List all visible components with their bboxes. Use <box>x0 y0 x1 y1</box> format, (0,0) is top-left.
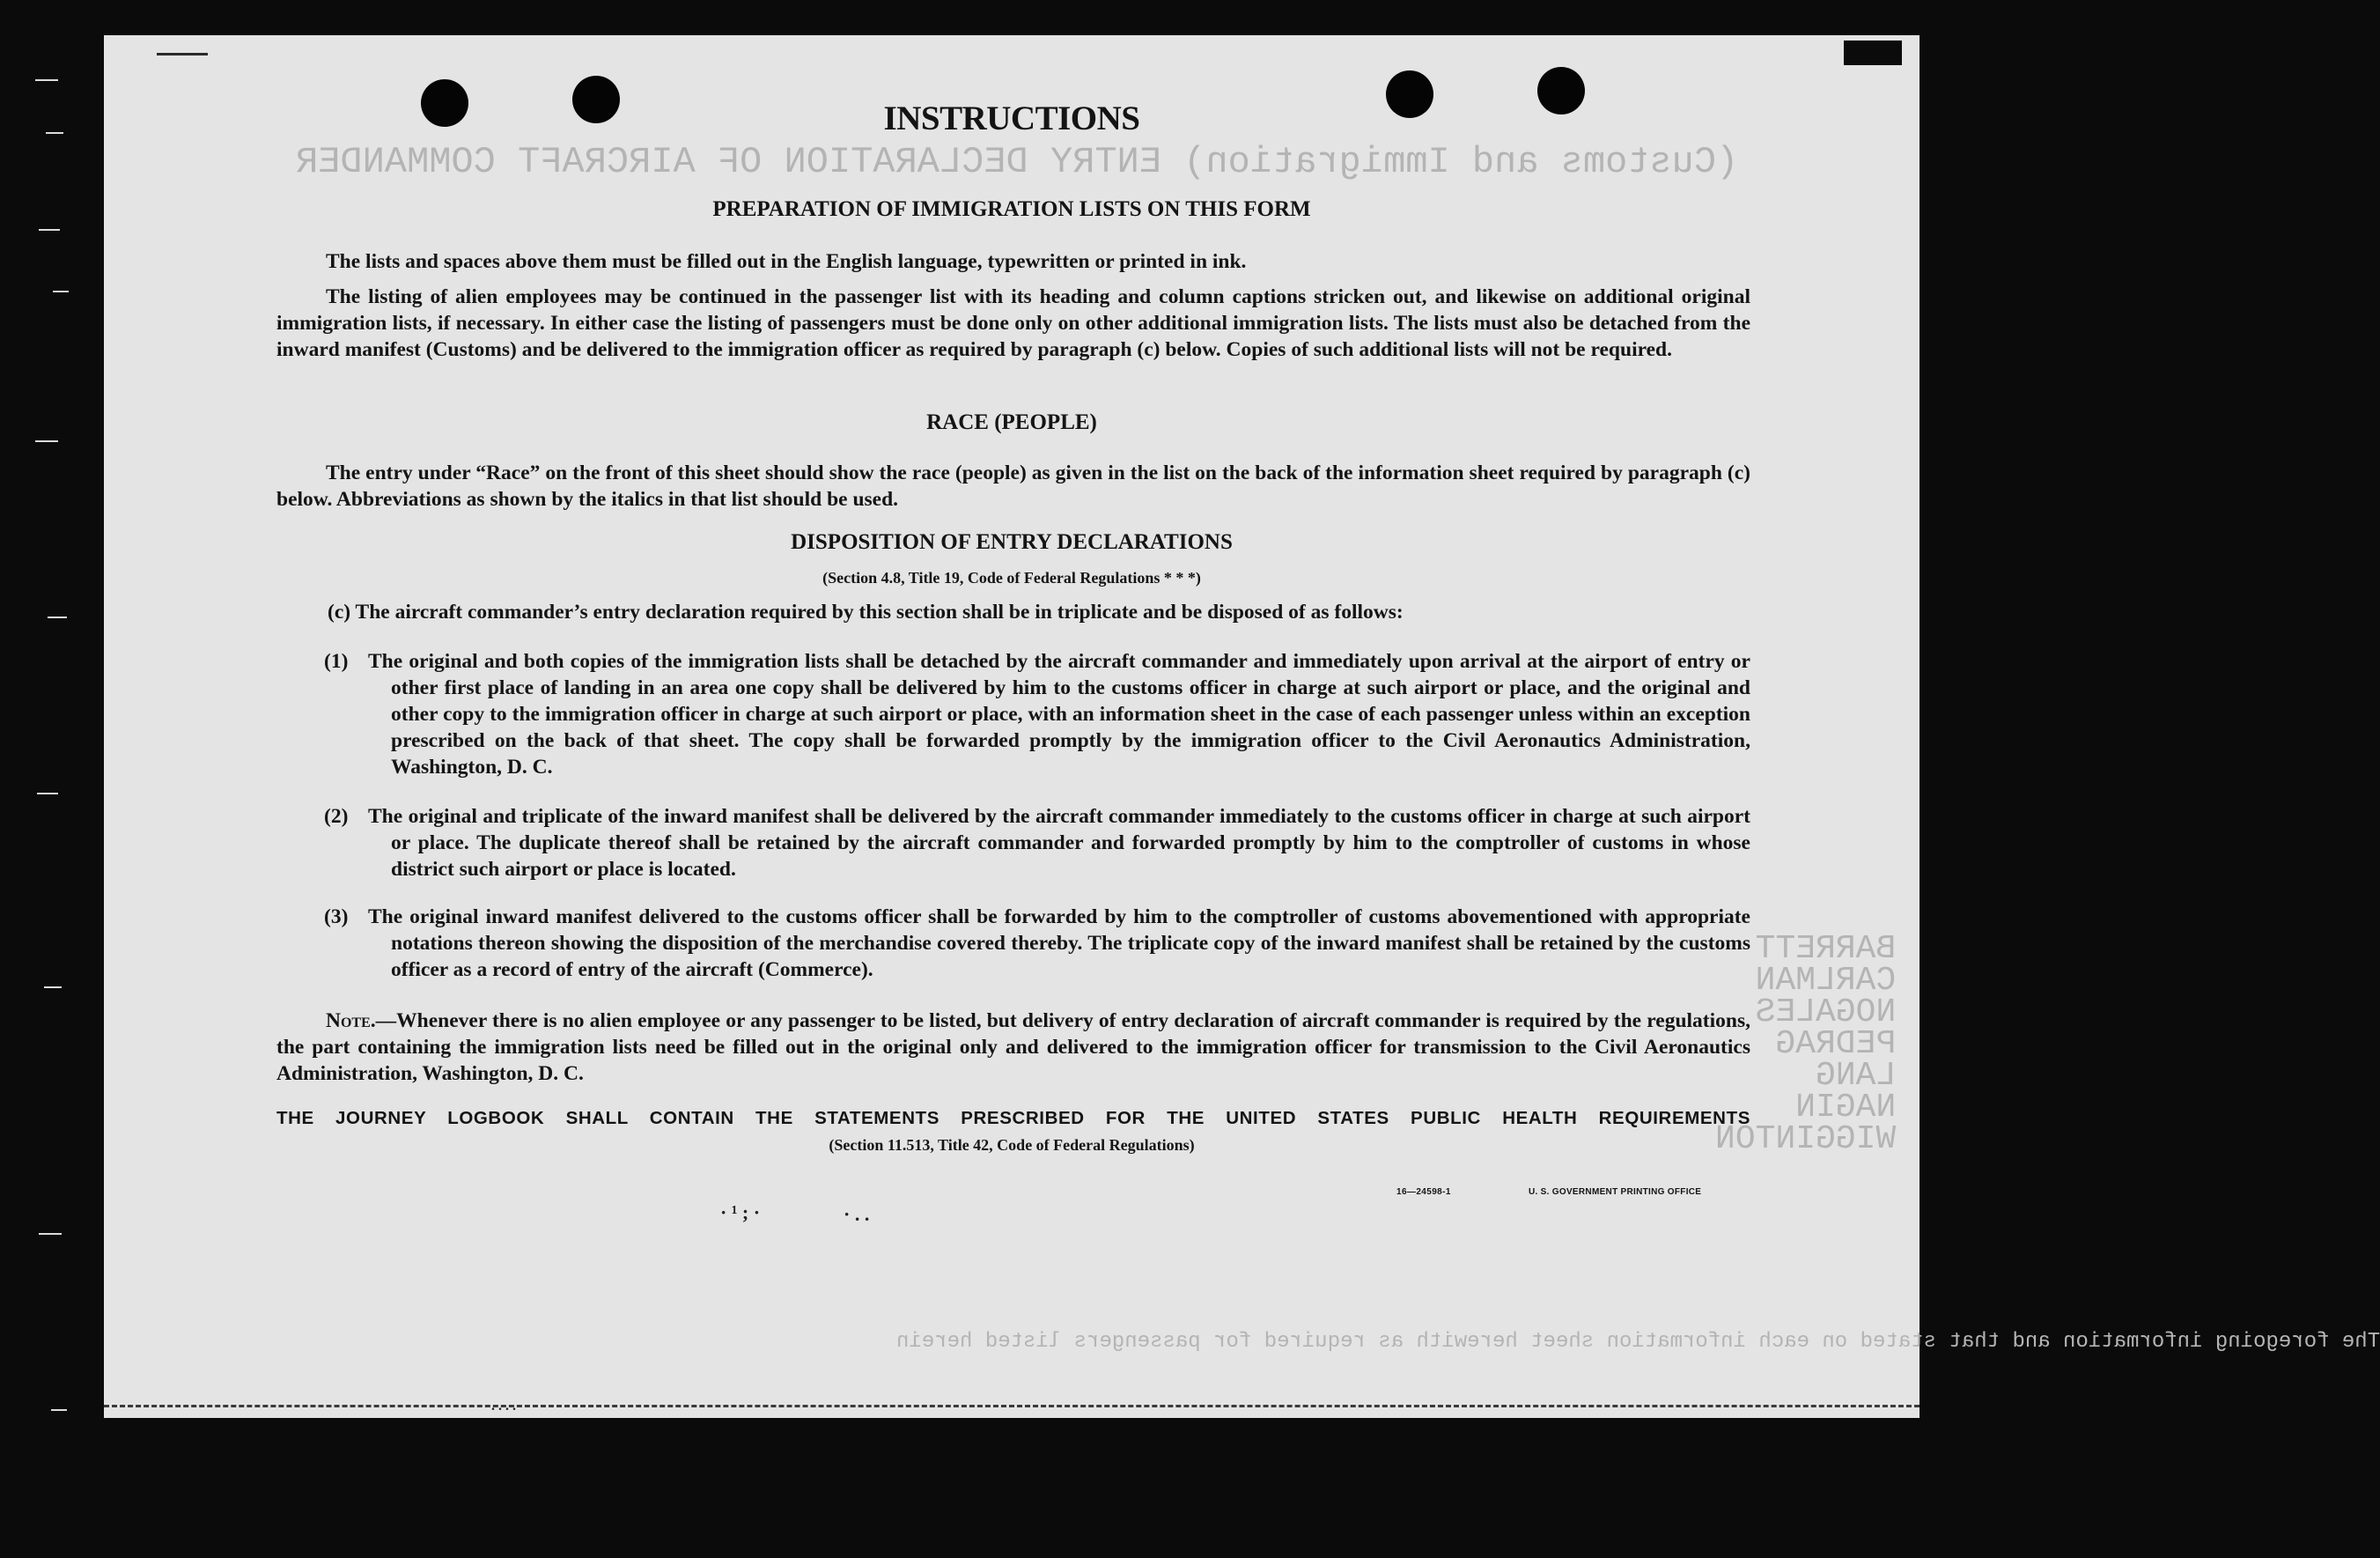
item-text: The original inward manifest delivered to the customs officer shall be forwarded by him to the comptroller of customs abovementioned with appropriate notations thereon showing the disposition of the merchandise covered thereby. The triplicate copy of the inward manifest shall be retained by the customs officer as a record of entry of the aircraft (Commerce). <box>368 905 1750 981</box>
paragraph: The lists and spaces above them must be filled out in the English language, typewritten or printed in ink. <box>326 250 1247 273</box>
list-item <box>324 648 1750 780</box>
section-heading-disposition: DISPOSITION OF ENTRY DECLARATIONS <box>791 530 1233 554</box>
edge-artifact <box>39 1233 62 1235</box>
edge-artifact <box>53 291 69 292</box>
edge-artifact <box>46 132 63 134</box>
note-paragraph <box>276 1008 1750 1087</box>
show-through-text: The foregoing information and that stated on each information sheet herewith as required for passengers listed herein <box>896 1330 2380 1354</box>
item-text: The original and triplicate of the inward manifest shall be delivered by the aircraft commander immediately to the customs officer in charge at such airport or place. The duplicate thereof shall be retained by the aircraft commander and forwarded promptly by him to the comptroller of customs in whose district such airport or place is located. <box>368 805 1750 881</box>
handwritten-mark: · ¹ ; · <box>720 1201 761 1223</box>
show-through-text: (Customs and Immigration) ENTRY DECLARATION OF AIRCRAFT COMMANDER <box>296 141 1739 183</box>
footer-statement: THE JOURNEY LOGBOOK SHALL CONTAIN THE STATEMENTS PRESCRIBED FOR THE UNITED STATES PUBLIC HEALTH REQUIREMENTS <box>276 1108 1750 1128</box>
note-label: Note. <box>326 1009 376 1032</box>
section-heading-race: RACE (PEOPLE) <box>926 410 1097 434</box>
page-title: INSTRUCTIONS <box>883 100 1140 137</box>
edge-artifact <box>37 793 58 794</box>
edge-artifact <box>35 79 58 81</box>
footer-citation: (Section 11.513, Title 42, Code of Federal Regulations) <box>829 1136 1195 1154</box>
perforation-line <box>104 1405 1919 1407</box>
document-sheet <box>104 35 2380 1418</box>
section-citation: (Section 4.8, Title 19, Code of Federal Regulations * * *) <box>822 569 1201 587</box>
item-number: (2) <box>324 805 349 828</box>
paragraph: The listing of alien employees may be continued in the passenger list with its heading and column captions stricken out, and likewise on additional original immigration lists, if necessary. In either case the listing of passengers must be done only on other additional immigration lists. The lists must also be detached from the inward manifest (Customs) and be delivered to the immigration officer as required by paragraph (c) below. Copies of such additional lists will not be required. <box>276 285 1750 361</box>
pen-mark <box>157 53 208 55</box>
item-number: (1) <box>324 650 349 673</box>
list-item <box>324 904 1750 983</box>
printing-office: U. S. GOVERNMENT PRINTING OFFICE <box>1529 1187 1702 1197</box>
item-number: (3) <box>324 905 349 928</box>
edge-artifact <box>51 1409 67 1411</box>
edge-artifact <box>35 440 58 442</box>
paragraph: The entry under “Race” on the front of this sheet should show the race (people) as given in the list on the back of the information sheet required by paragraph (c) below. Abbreviations as shown by the italics in that list should be used. <box>276 461 1750 511</box>
print-code: 16—24598-1 <box>1396 1187 1451 1197</box>
edge-artifact <box>39 229 60 231</box>
handwritten-mark: . . . . <box>491 1399 516 1414</box>
list-item <box>324 803 1750 882</box>
show-through-text: BARRETT CARLMAN NOGALES PEDRAG LANG NAGIN WIGGINTON <box>1715 930 1897 1158</box>
paragraph-intro: (c) The aircraft commander’s entry declaration required by this section shall be in triplicate and be disposed of as follows: <box>328 601 1404 624</box>
item-text: The original and both copies of the immigration lists shall be detached by the aircraft commander and immediately upon arrival at the airport of entry or other first place of landing in an area one copy shall be delivered by him to the customs officer in charge at such airport or place, and the original and other copy to the immigration officer in charge at such airport or place, with an information sheet in the case of each passenger unless within an exception prescribed on the back of that sheet. The copy shall be forwarded promptly by the immigration officer to the Civil Aeronautics Administration, Washington, D. C. <box>368 650 1750 779</box>
handwritten-mark: · . . <box>844 1203 870 1225</box>
corner-tab <box>1844 41 1902 65</box>
note-text: —Whenever there is no alien employee or any passenger to be listed, but delivery of entry declaration of aircraft commander is required by the regulations, the part containing the immigration lists need be filled out in the original only and delivered to the immigration officer for transmission to the Civil Aeronautics Administration, Washington, D. C. <box>276 1009 1750 1085</box>
edge-artifact <box>48 617 67 618</box>
section-heading-preparation: PREPARATION OF IMMIGRATION LISTS ON THIS FORM <box>712 197 1311 221</box>
edge-artifact <box>44 986 62 988</box>
